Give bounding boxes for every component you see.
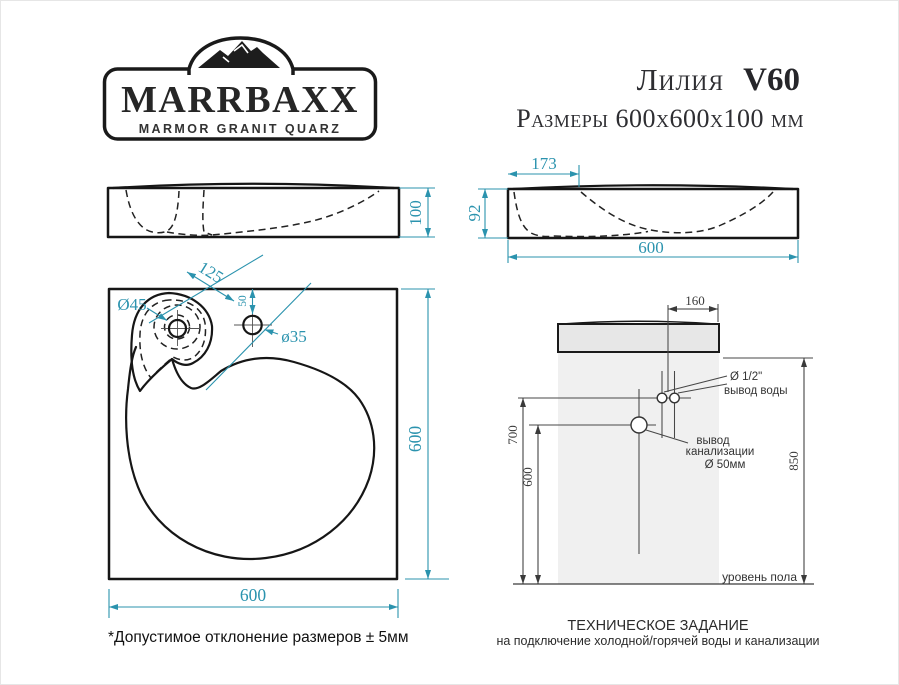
drawing-canvas [1, 1, 899, 685]
dim-600sv-label: 600 [638, 238, 664, 257]
model-name: Лилия [636, 62, 724, 97]
brand-logo [105, 38, 376, 139]
tolerance-note: *Допустимое отклонение размеров ± 5мм [108, 629, 409, 646]
water-outlet-left [657, 393, 667, 403]
countertop-outline [109, 289, 397, 579]
hidden-drain-bowl-2 [514, 192, 554, 237]
hidden-edge [203, 190, 212, 235]
plan-view [109, 255, 449, 618]
dashed-ring-outer [154, 305, 200, 349]
dim-125-label: 125 [195, 257, 227, 288]
dim-850-label: 850 [786, 451, 801, 471]
hidden-bowl-profile [167, 191, 379, 235]
dimensions-subtitle: Размеры 600х600х100 мм [516, 104, 804, 133]
installation-diagram [505, 293, 814, 584]
notes [108, 618, 820, 648]
sewer-outlet [631, 417, 647, 433]
water-diameter-label: Ø 1/2" [730, 371, 763, 383]
hidden-drain-bowl [126, 190, 179, 233]
water-outlet-right [670, 393, 680, 403]
extension-lines-125 [149, 255, 311, 390]
dim-600b-label: 600 [239, 585, 267, 605]
logo-brand-text: MARRBAXX [121, 79, 359, 121]
dim-92-label: 92 [465, 204, 484, 222]
hidden-bottom-line [554, 232, 648, 237]
hidden-bowl-profile-2 [581, 192, 773, 233]
logo-tagline-text: MARMOR GRANIT QUARZ [138, 122, 342, 136]
sewer-label-2: канализации [685, 446, 755, 458]
sink-side-silhouette [558, 324, 719, 352]
model-code: V60 [743, 62, 800, 98]
bowl-outline [126, 347, 374, 559]
front-section-view [108, 184, 435, 237]
dim-173-label: 173 [531, 154, 557, 173]
leader-faucet-diameter [265, 330, 279, 335]
sewer-diameter-label: Ø 50мм [704, 459, 746, 471]
dim-faucet-diameter-label: ø35 [281, 327, 307, 346]
dim-50-label: 50 [237, 295, 249, 307]
side-section-view [465, 154, 798, 263]
dim-drain-diameter-label: Ø45 [117, 295, 147, 314]
dim-160-label: 160 [685, 293, 705, 308]
spec-subtitle: на подключение холодной/горячей воды и канализации [496, 634, 820, 648]
water-outlet-label: вывод воды [724, 385, 788, 397]
sewer-label-1: вывод [696, 435, 730, 447]
dim-100-label: 100 [406, 200, 425, 226]
title-block [516, 62, 804, 133]
basin-profile-outline [108, 188, 399, 237]
dim-700-label: 700 [505, 425, 520, 445]
dim-600r-label: 600 [405, 425, 425, 453]
dim-600i-label: 600 [520, 467, 535, 487]
spec-title: ТЕХНИЧЕСКОЕ ЗАДАНИЕ [567, 618, 749, 634]
floor-level-label: уровень пола [722, 570, 797, 584]
